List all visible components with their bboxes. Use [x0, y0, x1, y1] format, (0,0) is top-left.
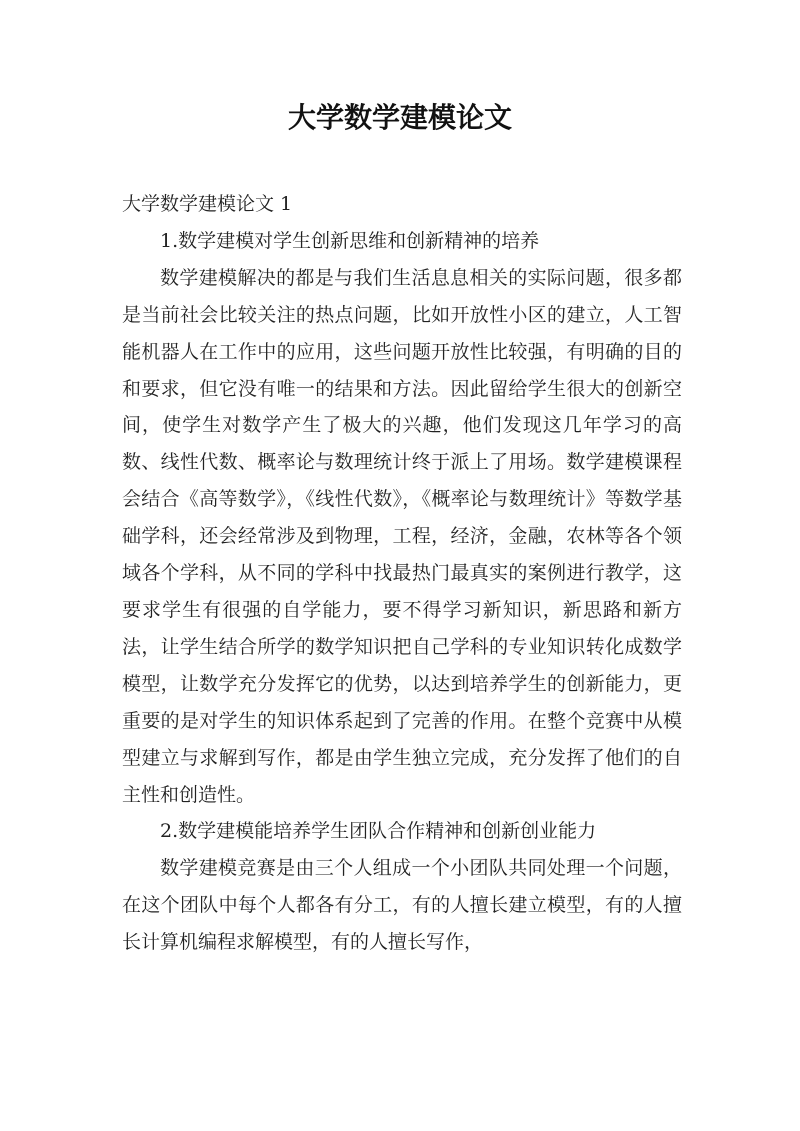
document-body: [122, 186, 682, 961]
subheading-teamwork: 2.数学建模能培养学生团队合作精神和创新创业能力: [160, 820, 597, 843]
paragraph-teamwork: 数学建模竞赛是由三个人组成一个小团队共同处理一个问题，在这个团队中每个人都各有分工，有的人擅长建立模型，有的人擅长计算机编程求解模型，有的人擅长写作，: [122, 857, 682, 954]
paragraph-innovation: 数学建模解决的都是与我们生活息息相关的实际问题，很多都是当前社会比较关注的热点问题，比如开放性小区的建立，人工智能机器人在工作中的应用，这些问题开放性比较强，有明确的目的和要求，但它没有唯一的结果和方法。因此留给学生很大的创新空间，使学生对数学产生了极大的兴趣，他们发现这几年学习的高数、线性代数、概率论与数理统计终于派上了用场。数学建模课程会结合《高等数学》，《线性代数》，《概率论与数理统计》等数学基础学科，还会经常涉及到物理，工程，经济，金融，农林等各个领域各个学科，从不同的学科中找最热门最真实的案例进行教学，这要求学生有很强的自学能力，要不得学习新知识，新思路和新方法，让学生结合所学的数学知识把自己学科的专业知识转化成数学模型，让数学充分发挥它的优势，以达到培养学生的创新能力，更重要的是对学生的知识体系起到了完善的作用。在整个竞赛中从模型建立与求解到写作，都是由学生独立完成，充分发挥了他们的自主性和创造性。: [122, 266, 682, 806]
subheading-innovation: 1.数学建模对学生创新思维和创新精神的培养: [160, 229, 540, 252]
document-title: 大学数学建模论文: [287, 101, 512, 134]
section-heading: 大学数学建模论文 1: [122, 193, 293, 215]
